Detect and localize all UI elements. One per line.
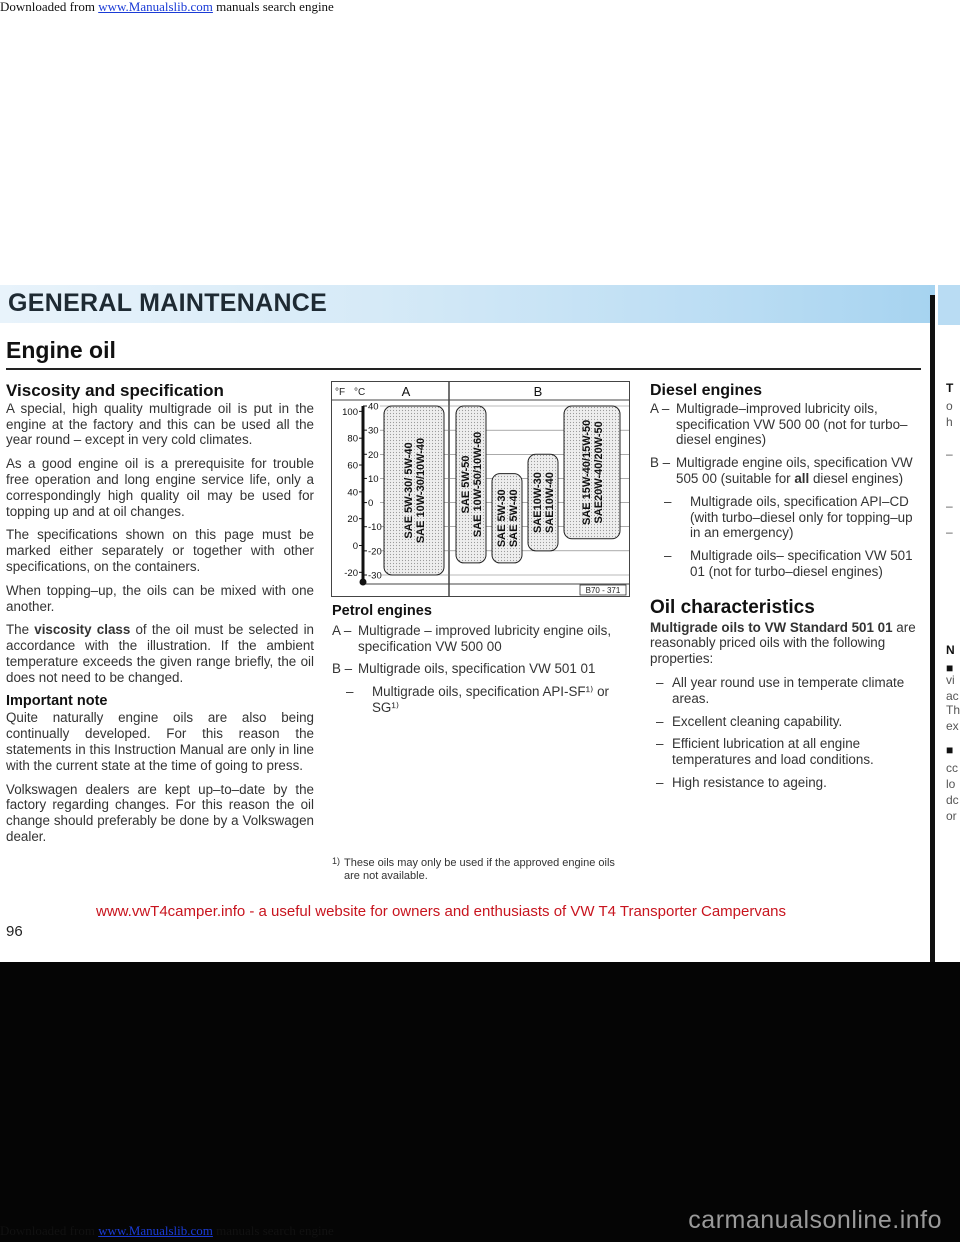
viscosity-bar-label	[532, 472, 556, 533]
edge-glyph: –	[946, 447, 953, 461]
viscosity-bar-label	[403, 438, 427, 543]
edge-glyph: o	[946, 399, 953, 413]
viscosity-bar-label-line: SAE 5W-30/ 5W-40	[403, 442, 415, 539]
page-number: 96	[6, 923, 23, 940]
characteristics-lead: Multigrade oils to VW Standard 501 01 are reasonably priced oils with the following properties:	[650, 619, 916, 667]
celsius-tick-label: 20	[368, 449, 379, 461]
characteristic-item: – Efficient lubrication at all engine temperatures and load conditions.	[656, 736, 874, 768]
celsius-tick-label: -30	[368, 570, 382, 582]
petrol-item-a: A – Multigrade – improved lubricity engine oils, specification VW 500 00	[332, 622, 612, 654]
thermometer-bulb	[360, 579, 367, 586]
footnote-mark: 1)	[332, 856, 341, 866]
viscosity-chart-svg	[332, 382, 629, 596]
edge-glyph: cc	[946, 761, 958, 775]
banner-title: GENERAL MAINTENANCE	[8, 289, 328, 317]
viscosity-bar-label-line: SAE 5W-50	[460, 455, 472, 514]
viscosity-bar-label-line: SAE 10W-30/10W-40	[415, 437, 427, 544]
diesel-heading: Diesel engines	[650, 382, 763, 399]
fahrenheit-tick-label: 100	[342, 406, 358, 418]
group-label-b: B	[533, 384, 543, 399]
celsius-tick-label: 40	[368, 401, 379, 413]
fahrenheit-tick-label: 80	[347, 433, 358, 445]
fahrenheit-tick-label: 20	[347, 514, 358, 526]
paragraph-viscosity-class: The viscosity class of the oil must be selected in accordance with the illustration. If the ambient temperature exceeds the given range briefly, the oil does not need to be changed.	[6, 622, 314, 685]
viscosity-bar-label-line: SAE 15W-40/15W-50	[581, 419, 593, 526]
figure-ref-label: B70 - 371	[585, 586, 621, 595]
edge-glyph: Th	[946, 703, 960, 717]
celsius-tick-label: -20	[368, 546, 382, 558]
edge-glyph: ex	[946, 719, 959, 733]
paragraph-development: Quite naturally engine oils are also being continually developed. For this reason the statements in this Instruction Manual are only in line with the current state at the time of going to press.	[6, 710, 314, 773]
viscosity-bar-label	[496, 489, 520, 547]
viscosity-bar-label-line: SAE 10W-50/10W-60	[472, 431, 484, 538]
title-divider	[6, 368, 921, 370]
section-banner	[0, 285, 935, 323]
viscosity-bar-label-line: SAE20W-40/20W-50	[593, 421, 605, 524]
viscosity-column	[6, 383, 314, 853]
edge-glyph: ■	[946, 661, 954, 675]
petrol-subitem-api: – Multigrade oils, specification API-SF¹⁾ or SG¹⁾	[346, 684, 609, 715]
fahrenheit-tick-label: 40	[347, 487, 358, 499]
edge-glyph: or	[946, 809, 957, 823]
viscosity-bar-label-line: SAE 5W-30	[496, 489, 508, 548]
adjacent-page-edge	[930, 285, 960, 962]
adjacent-banner-edge	[938, 285, 960, 325]
diesel-subitem-vw-501: – Multigrade oils– specification VW 501 01 (not for turbo–diesel engines)	[664, 548, 913, 579]
edge-glyph: ac	[946, 689, 959, 703]
characteristic-item: – Excellent cleaning capability.	[656, 713, 843, 729]
petrol-item-b: B – Multigrade oils, specification VW 501 01	[332, 661, 596, 677]
viscosity-bar-label-line: SAE10W-40	[544, 472, 556, 534]
viscosity-bar-label-line: SAE 5W-40	[508, 489, 520, 548]
page-title: Engine oil	[6, 337, 116, 363]
celsius-tick-label: 0	[368, 498, 374, 510]
diesel-item-b: B – Multigrade engine oils, specification VW 505 00 (suitable for all diesel engines)	[650, 455, 913, 486]
celsius-tick-label: -10	[368, 522, 382, 534]
group-label-a: A	[401, 384, 411, 399]
celsius-tick-label: 30	[368, 425, 379, 437]
edge-glyph: h	[946, 415, 953, 429]
paragraph-intro: A special, high quality multigrade oil is put in the engine at the factory and this can be used all the year round – except in very cold climates.	[6, 400, 314, 448]
edge-glyph: –	[946, 525, 953, 539]
fahrenheit-tick-label: 60	[347, 460, 358, 472]
footnote-text: These oils may only be used if the approved engine oils are not available.	[344, 857, 615, 882]
page-gutter-bar	[930, 295, 935, 962]
paragraph-topping-up: When topping–up, the oils can be mixed with one another.	[6, 582, 314, 614]
edge-glyph: vi	[946, 673, 955, 687]
characteristic-item: – All year round use in temperate climate areas.	[656, 674, 905, 706]
unit-label-celsius: °C	[354, 387, 366, 398]
petrol-engines-column	[332, 604, 622, 723]
scan-black-band	[0, 962, 960, 1242]
fahrenheit-tick-label: -20	[344, 567, 358, 579]
download-source-note: Downloaded from www.Manualslib.com manuals search engine	[0, 0, 334, 14]
edge-glyph: lo	[946, 777, 956, 791]
paragraph-dealers: Volkswagen dealers are kept up–to–date by the factory regarding changes. For this reason the oil change should preferably be done by a Volkswagen dealer.	[6, 781, 314, 844]
viscosity-bar-label-line: SAE10W-30	[532, 472, 544, 534]
characteristics-heading: Oil characteristics	[650, 596, 815, 618]
diesel-subitem-api-cd: – Multigrade oils, specification API–CD (with turbo–diesel only for topping–up in an emergency)	[664, 493, 913, 541]
fahrenheit-tick-label: 0	[352, 540, 358, 552]
website-credit: www.vwT4camper.info - a useful website for owners and enthusiasts of VW T4 Transporter Campervans	[96, 903, 787, 920]
important-note-heading: Important note	[6, 692, 108, 709]
edge-glyph: N	[946, 643, 955, 657]
manualslib-footer-link[interactable]: www.Manualslib.com	[98, 1223, 213, 1238]
edge-glyph: T	[946, 381, 954, 395]
characteristic-item: – High resistance to ageing.	[656, 774, 827, 790]
paragraph-specifications: The specifications shown on this page must be marked either separately or together with other specifications, on the containers.	[6, 527, 314, 574]
manualslib-link[interactable]: www.Manualslib.com	[98, 0, 213, 14]
petrol-heading: Petrol engines	[332, 603, 432, 619]
unit-label-fahrenheit: °F	[335, 387, 346, 398]
carmanualsonline-watermark: carmanualsonline.info	[688, 1206, 942, 1234]
edge-glyph: ■	[946, 743, 954, 757]
diesel-column	[650, 383, 922, 798]
edge-glyph: –	[946, 499, 953, 513]
paragraph-quality: As a good engine oil is a prerequisite for trouble free operation and long engine service life, only a correspondingly high quality oil may be used for topping up and at oil changes.	[6, 456, 314, 519]
diesel-item-a: A – Multigrade–improved lubricity oils, specification VW 500 00 (not for turbo–diesel engines)	[650, 400, 908, 448]
celsius-tick-label: 10	[368, 473, 379, 485]
footnote	[332, 857, 632, 883]
download-source-footer: Downloaded from www.Manualslib.com manuals search engine	[0, 1223, 334, 1238]
viscosity-heading: Viscosity and specification	[6, 381, 224, 400]
viscosity-chart	[331, 381, 630, 597]
edge-glyph: dc	[946, 793, 959, 807]
viscosity-bar-label	[581, 420, 605, 525]
